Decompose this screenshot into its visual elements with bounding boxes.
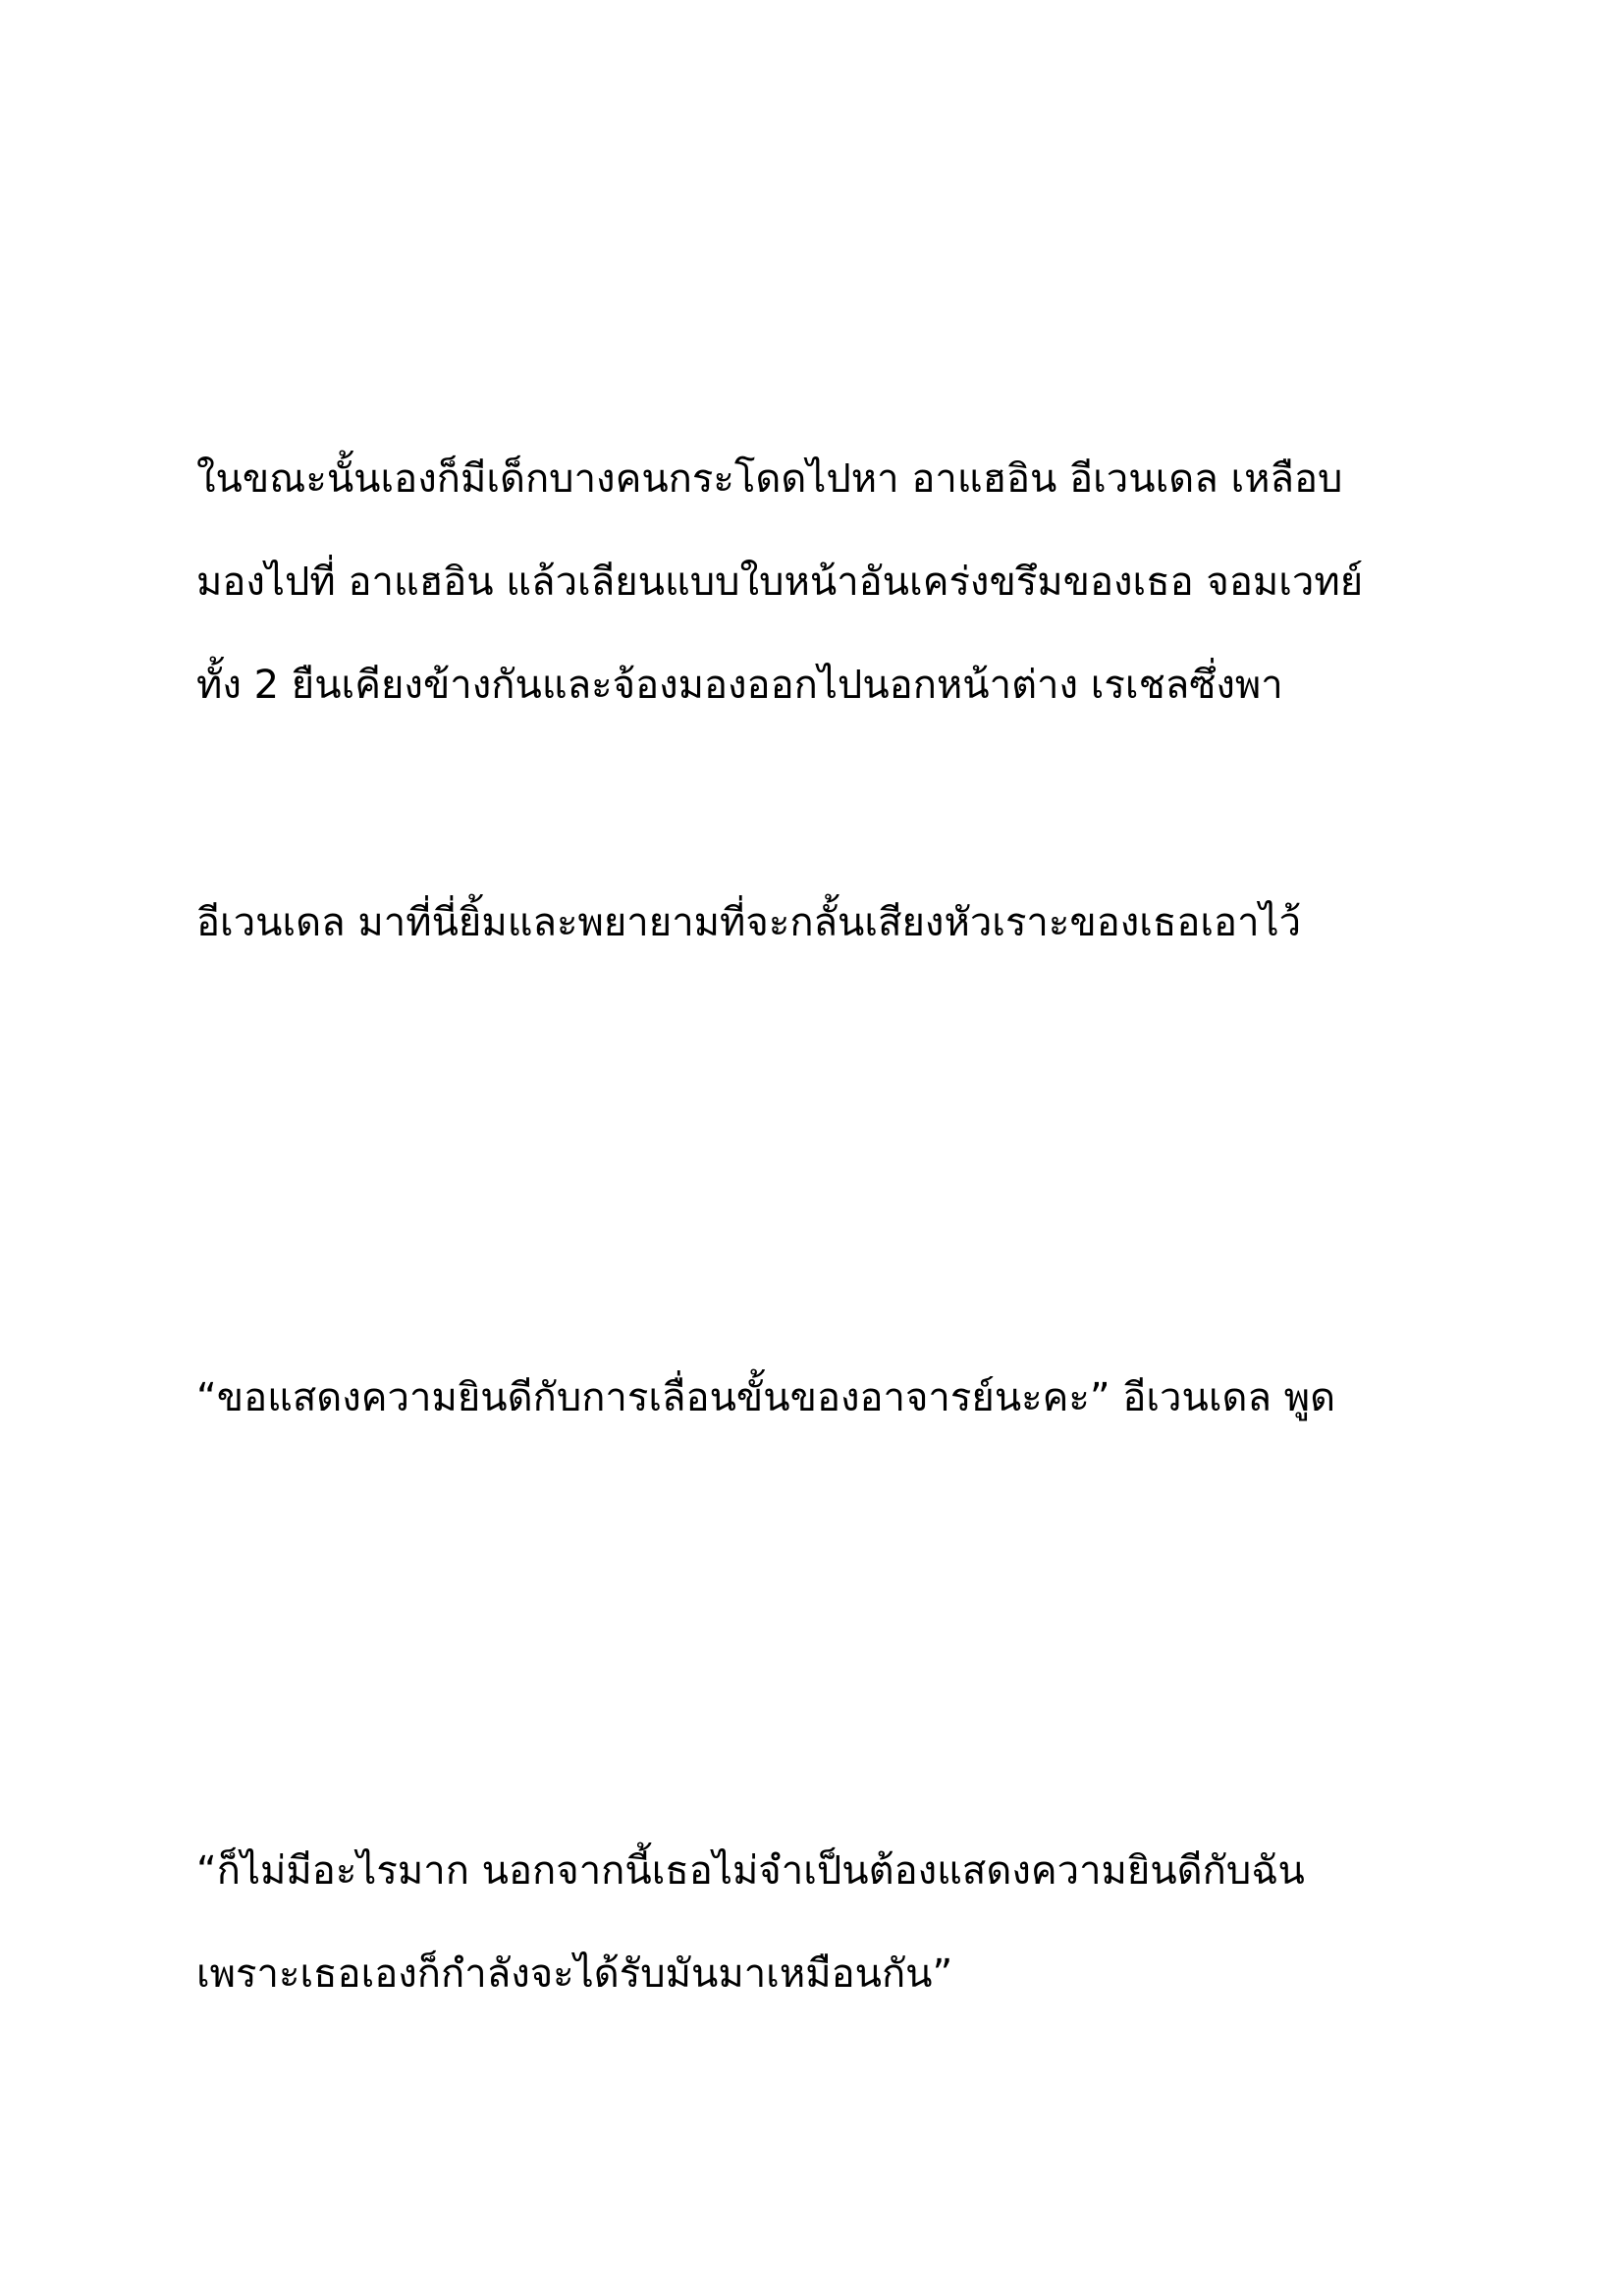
paragraph-1-line-1: ในขณะนั้นเองก็มีเด็กบางคนกระโดดไปหา อาแฮอิน อีเวนเดล เหลือบ [196, 456, 1343, 502]
paragraph-4-line-1: “ก็ไม่มีอะไรมาก นอกจากนี้เธอไม่จำเป็นต้องแสดงความยินดีกับฉัน [196, 1848, 1305, 1894]
paragraph-3-line-1: “ขอแสดงความยินดีกับการเลื่อนขั้นของอาจารย์นะคะ” อีเวนเดล พูด [196, 1375, 1336, 1420]
paragraph-1-line-3: ทั้ง 2 ยืนเคียงข้างกันและจ้องมองออกไปนอกหน้าต่าง เรเชลซึ่งพา [196, 663, 1283, 708]
paragraph-4-line-2: เพราะเธอเองก็กำลังจะได้รับมันมาเหมือนกัน” [196, 1951, 953, 1997]
paragraph-1-line-2: มองไปที่ อาแฮอิน แล้วเลียนแบบใบหน้าอันเคร่งขรึมของเธอ จอมเวทย์ [196, 560, 1364, 605]
paragraph-2-line-1: อีเวนเดล มาที่นี่ยิ้มและพยายามที่จะกลั้นเสียงหัวเราะของเธอเอาไว้ [196, 900, 1302, 945]
